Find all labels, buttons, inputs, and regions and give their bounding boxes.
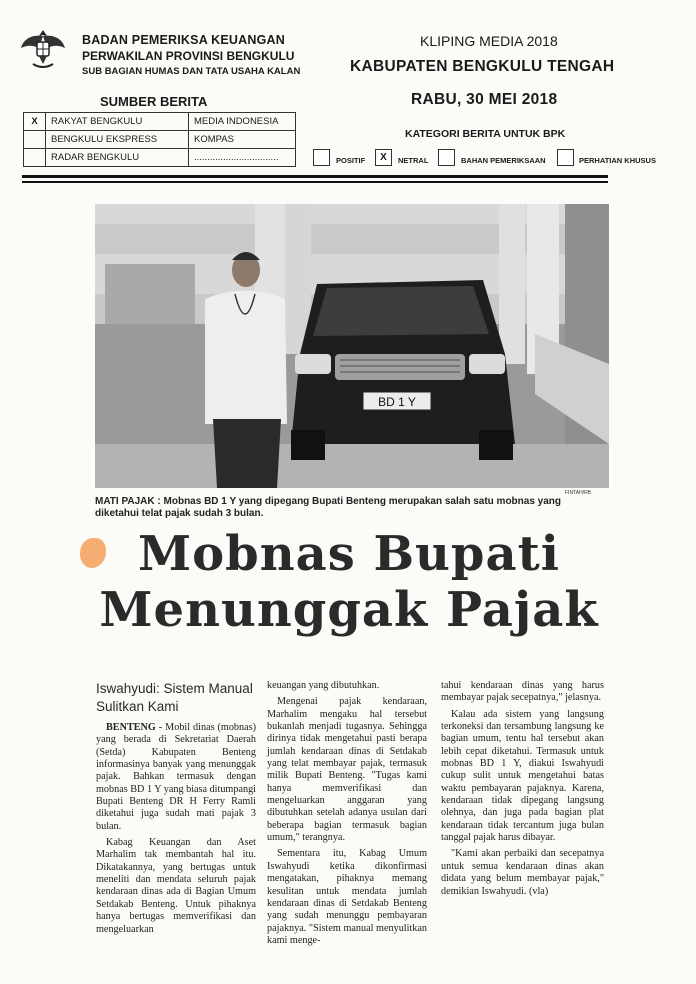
- organization-block: [82, 32, 300, 80]
- paragraph: [96, 722, 256, 833]
- checkbox-netral: X: [375, 149, 392, 166]
- paragraph: "Kami akan perbaiki dan secepatnya untuk semua kendaraan dinas akan didata yang belum membayar pajak," demikian Iswahyudi. (vla): [441, 848, 604, 897]
- paragraph: Kalau ada sistem yang langsung terkoneksi dan tersambung langsung ke bagian umum, tentu hal tersebut akan lebih cepat diketahui. Termasuk untuk mobnas BD 1 Y, diakui Iswahyudi cukup sulit untuk mengetahui batas waktu pembayaran pajaknya. Karena, kendaraan tidak dipegang langsung olehnya, dan juga pada bagian plat kendaraan tidak tercantum juga bulan tanggal pajak harus dibayar.: [441, 708, 604, 844]
- source-mark: [24, 131, 46, 149]
- photo-caption: MATI PAJAK : Mobnas BD 1 Y yang dipegang Bupati Benteng merupakan salah satu mobnas yang diketahui telat pajak sudah 3 bulan.: [95, 496, 562, 519]
- subheadline: Iswahyudi: Sistem Manual Sulitkan Kami: [96, 681, 253, 714]
- paragraph: keuangan yang dibutuhkan.: [267, 680, 380, 691]
- paragraph: tahui kendaraan dinas yang harus membayar pajak secepatnya," jelasnya.: [441, 680, 604, 704]
- source-name: RAKYAT BENGKULU: [46, 113, 189, 131]
- source-mark: [24, 149, 46, 167]
- table-row: [24, 113, 296, 131]
- paragraph: Kabag Keuangan dan Aset Marhalim tak membantah hal itu. Dikatakannya, yang bertugas untuk meneliti dan mendata seluruh pajak kendaraan dinas ada di Bagian Umum Setdakab Benteng. Untuk pihaknya hanya bertugas memverifikasi dan mengeluarkan: [96, 837, 256, 935]
- source-name: BENGKULU EKSPRESS: [46, 131, 189, 149]
- org-branch: PERWAKILAN PROVINSI BENGKULU: [82, 49, 295, 63]
- checkbox-bahan-pemeriksaan: [438, 149, 455, 166]
- photo-credit: FINTAH/RB: [565, 490, 592, 496]
- source-name: ................................: [189, 149, 296, 167]
- table-row: [24, 131, 296, 149]
- category-label: BAHAN PEMERIKSAAN: [461, 156, 546, 165]
- header-divider: [22, 175, 608, 178]
- category-label: NETRAL: [398, 156, 429, 165]
- source-mark: X: [24, 113, 46, 131]
- article-column-3: [441, 680, 604, 902]
- article-column-1: [96, 722, 256, 940]
- source-name: KOMPAS: [189, 131, 296, 149]
- license-plate: BD 1 Y: [378, 395, 416, 409]
- headline-line: Mobnas Bupati: [138, 526, 560, 582]
- news-photo: [95, 204, 609, 488]
- paragraph: Mengenai pajak kendaraan, Marhalim mengaku hal tersebut bukanlah menjadi tugasnya. Sehingga dirinya tidak mengetahui pasti berapa jumlah kendaraan dinas di Setdakab yang telat membayar pajak, termasuk milik Bupati Benteng. "Tugas kami hanya memverifikasi dan mengeluarkan anggaran yang dibutuhkan setelah adanya usulan dari beberapa bagian termasuk bagian umum," terangnya.: [267, 696, 427, 844]
- header-divider: [22, 181, 608, 183]
- clipping-date: RABU, 30 MEI 2018: [411, 91, 558, 108]
- category-title: KATEGORI BERITA UNTUK BPK: [405, 128, 566, 140]
- source-table: [23, 112, 296, 167]
- article-column-2: [267, 680, 427, 951]
- checkbox-positif: [313, 149, 330, 166]
- table-row: [24, 149, 296, 167]
- dateline: BENTENG: [106, 722, 156, 733]
- clipping-label: KLIPING MEDIA 2018: [420, 33, 558, 49]
- headline: [84, 526, 614, 638]
- org-subdivision: SUB BAGIAN HUMAS DAN TATA USAHA KALAN: [82, 66, 301, 77]
- paragraph: Sementara itu, Kabag Umum Iswahyudi ketika dikonfirmasi mengatakan, pihaknya memang kesulitan untuk mendata jumlah kendaraan dinas di Setdakab Benteng yang sudah menunggu pembayaran pajaknya. "Sistem manual menyulitkan kami menge-: [267, 848, 427, 946]
- org-name: BADAN PEMERIKSA KEUANGAN: [82, 33, 285, 47]
- source-title: SUMBER BERITA: [100, 94, 208, 109]
- category-label: POSITIF: [336, 156, 366, 165]
- garuda-emblem-icon: [19, 26, 67, 72]
- paragraph-text: - Mobil dinas (mobnas) yang berada di Sekretariat Daerah (Setda) Kabupaten Benteng informasinya banyak yang menunggak pajak. Bahkan termasuk dengan mobnas BD 1 Y yang biasa ditumpangi Bupati Benteng DR H Ferry Ramli diketahui juga sudah mati pajak 3 bulan.: [96, 722, 256, 832]
- category-label: PERHATIAN KHUSUS: [579, 156, 656, 165]
- source-name: MEDIA INDONESIA: [189, 113, 296, 131]
- source-name: RADAR BENGKULU: [46, 149, 189, 167]
- headline-line: Menunggak Pajak: [99, 582, 599, 638]
- region-title: KABUPATEN BENGKULU TENGAH: [350, 58, 615, 75]
- checkbox-perhatian-khusus: [557, 149, 574, 166]
